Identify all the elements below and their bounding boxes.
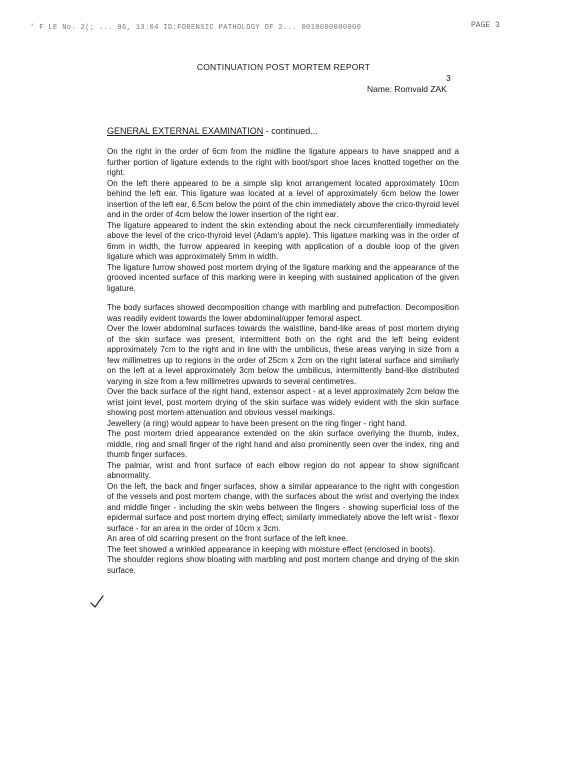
paragraph: The body surfaces showed decomposition change with marbling and putrefaction. Decomposition was readily evident towards the lower abdominal/upper femoral aspect.: [107, 303, 459, 323]
paragraph-spacer: [107, 294, 459, 303]
report-body: [107, 147, 459, 576]
section-heading: [107, 126, 318, 136]
fax-transmission-header: ' F LE No. 2(; ... 96, 13:04 ID:FORENSIC PATHOLOGY OF 2... 0010000000000: [30, 24, 362, 32]
section-heading-title: GENERAL EXTERNAL EXAMINATION: [107, 126, 264, 136]
paragraph: On the left, the back and finger surfaces, show a similar appearance to the right with congestion of the vessels and post mortem change, with the surfaces about the wrist and overlying the index and middle finger - including the skin webs between the fingers - showing superficial loss of the epidermal surface and post mortem drying effect; similarly immediately above the left wrist - flexor surface - for an area in the order of 10cm x 3cm.: [107, 481, 459, 533]
subject-name-line: [367, 84, 447, 94]
paragraph: The palmar, wrist and front surface of each elbow region do not appear to show significant abnormality.: [107, 460, 459, 480]
handwritten-tick-mark-icon: [90, 595, 104, 609]
paragraph: Over the lower abdominal surfaces towards the waistline, band-like areas of post mortem drying of the skin surface was present, intermittent both on the right and the left being evident approximately 7cm to the right and in line with the umbilicus, these areas varying in size from a few millimetres up to regions in the order of 25cm x 2cm on the right lateral surface and similarly on the left at a level approximately 3cm below the umbilicus, intermittently band-like distributed varying in size from a few millimetres upwards to several centimetres.: [107, 324, 459, 386]
page-sequence-number: 3: [446, 73, 451, 83]
paragraph: On the right in the order of 6cm from the midline the ligature appears to have snapped and a further portion of ligature extends to the right with boot/sport shoe laces knotted together on the right.: [107, 147, 459, 177]
paragraph: An area of old scarring present on the front surface of the left knee.: [107, 534, 348, 543]
paragraph: The feet showed a wrinkled appearance in keeping with moisture effect (enclosed in boots).: [107, 544, 436, 554]
name-label: Name:: [367, 84, 393, 94]
paragraph: The shoulder regions show bloating with marbling and post mortem change and drying of the skin surface.: [107, 555, 459, 575]
paragraph: The ligature furrow showed post mortem drying of the ligature marking and the appearance of the grooved incented surface of this marking were in keeping with sustained application of the given ligature.: [107, 262, 459, 293]
subject-name: Romvald ZAK: [394, 84, 447, 94]
paragraph: Over the back surface of the right hand, extensor aspect - at a level approximately 2cm below the wrist joint level, post mortem drying of the skin surface was widely evident with the skin surface showing post mortem attenuation and obvious vessel markings.: [107, 387, 459, 417]
page-number: PAGE 3: [471, 21, 500, 30]
paragraph: The ligature appeared to indent the skin extending about the neck circumferentially immediately above the level of the crico-thyroid level (Adam's apple). This ligature marking was in the order of 6mm in width, the furrow appeared in keeping with application of a double loop of the given ligature which was approximately 5mm in width.: [107, 220, 459, 261]
paragraph: On the left there appeared to be a simple slip knot arrangement located approximately 10cm behind the left ear. This ligature was located at a level of approximately 6cm below the lower insertion of the left ear, 6.5cm below the point of the chin immediately above the crico-thyroid level and in the order of 4cm below the lower insertion of the right ear.: [107, 178, 459, 219]
section-heading-suffix: - continued...: [263, 126, 318, 136]
paragraph: The post mortem dried appearance extended on the skin surface overlying the thumb, index, middle, ring and small finger of the right hand and also prominently seen over the index, ring and thumb finger surfaces.: [107, 429, 459, 459]
report-title: CONTINUATION POST MORTEM REPORT: [196, 62, 371, 72]
paragraph: Jewellery (a ring) would appear to have been present on the ring finger - right hand.: [107, 418, 407, 428]
